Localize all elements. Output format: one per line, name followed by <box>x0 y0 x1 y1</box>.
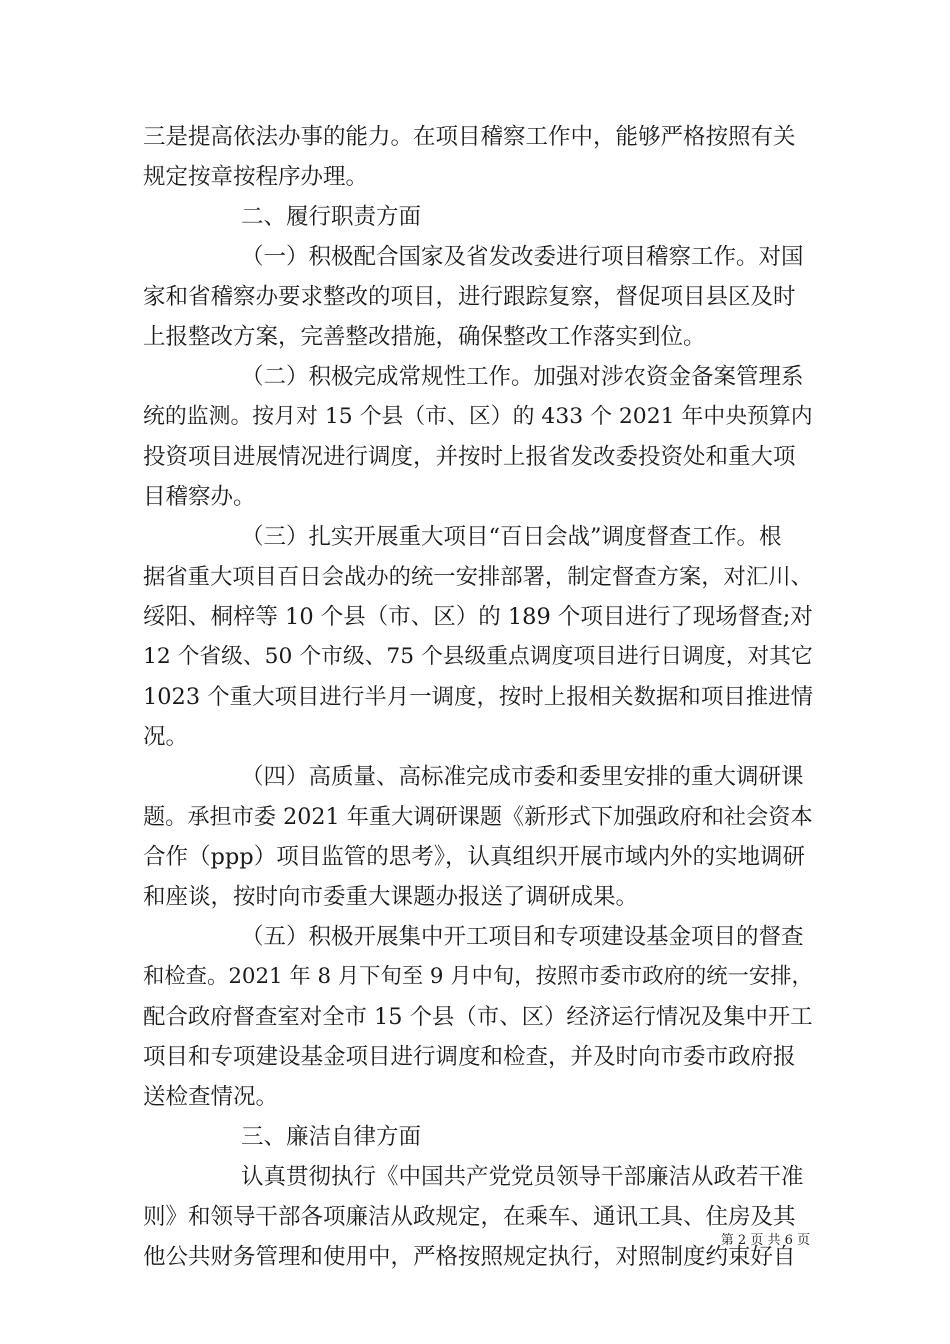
text-line: 投资项目进展情况进行调度，并按时上报省发改委投资处和重大项 <box>143 444 796 470</box>
text-line: 和座谈，按时向市委重大课题办报送了调研成果。 <box>143 884 639 910</box>
text-line: 题。承担市委 2021 年重大调研课题《新形式下加强政府和社会资本 <box>143 804 813 830</box>
text-line: 1023 个重大项目进行半月一调度，按时上报相关数据和项目推进情 <box>143 684 814 710</box>
text-line: （四）高质量、高标准完成市委和委里安排的重大调研课 <box>241 764 804 790</box>
text-line: 他公共财务管理和使用中，严格按照规定执行，对照制度约束好自 <box>143 1244 796 1270</box>
section-heading: 二、履行职责方面 <box>241 204 422 230</box>
text-line: 绥阳、桐梓等 10 个县（市、区）的 189 个项目进行了现场督查;对 <box>143 604 813 630</box>
text-line: 规定按章按程序办理。 <box>143 164 369 190</box>
text-line: （一）积极配合国家及省发改委进行项目稽察工作。对国 <box>241 244 804 270</box>
text-line: 合作（ppp）项目监管的思考》，认真组织开展市域内外的实地调研 <box>143 844 805 870</box>
text-line: 则》和领导干部各项廉洁从政规定，在乘车、通讯工具、住房及其 <box>143 1204 796 1230</box>
section-heading: 三、廉洁自律方面 <box>241 1124 422 1150</box>
text-line: 统的监测。按月对 15 个县（市、区）的 433 个 2021 年中央预算内 <box>143 404 813 429</box>
document-body <box>143 117 813 1277</box>
page-number: 第 2 页 共 6 页 <box>720 1233 810 1248</box>
text-line: 况。 <box>143 724 189 750</box>
text-line: 三是提高依法办事的能力。在项目稽察工作中，能够严格按照有关 <box>143 124 796 150</box>
text-line: 送检查情况。 <box>143 1084 279 1110</box>
text-line: 12 个省级、50 个市级、75 个县级重点调度项目进行日调度，对其它 <box>143 644 813 669</box>
text-line: 家和省稽察办要求整改的项目，进行跟踪复察，督促项目县区及时 <box>143 284 796 310</box>
text-line: （三）扎实开展重大项目“百日会战”调度督查工作。根 <box>241 524 782 550</box>
text-line: 项目和专项建设基金项目进行调度和检查，并及时向市委市政府报 <box>143 1044 796 1070</box>
text-line: 目稽察办。 <box>143 484 256 510</box>
text-line: 认真贯彻执行《中国共产党党员领导干部廉洁从政若干准 <box>241 1164 804 1190</box>
text-line: 据省重大项目百日会战办的统一安排部署，制定督查方案，对汇川、 <box>143 564 813 590</box>
text-line: 上报整改方案，完善整改措施，确保整改工作落实到位。 <box>143 324 706 350</box>
text-line: （二）积极完成常规性工作。加强对涉农资金备案管理系 <box>241 364 804 390</box>
text-line: 配合政府督查室对全市 15 个县（市、区）经济运行情况及集中开工 <box>143 1004 813 1030</box>
text-line: 和检查。2021 年 8 月下旬至 9 月中旬，按照市委市政府的统一安排， <box>143 964 813 989</box>
text-line: （五）积极开展集中开工项目和专项建设基金项目的督查 <box>241 924 804 950</box>
